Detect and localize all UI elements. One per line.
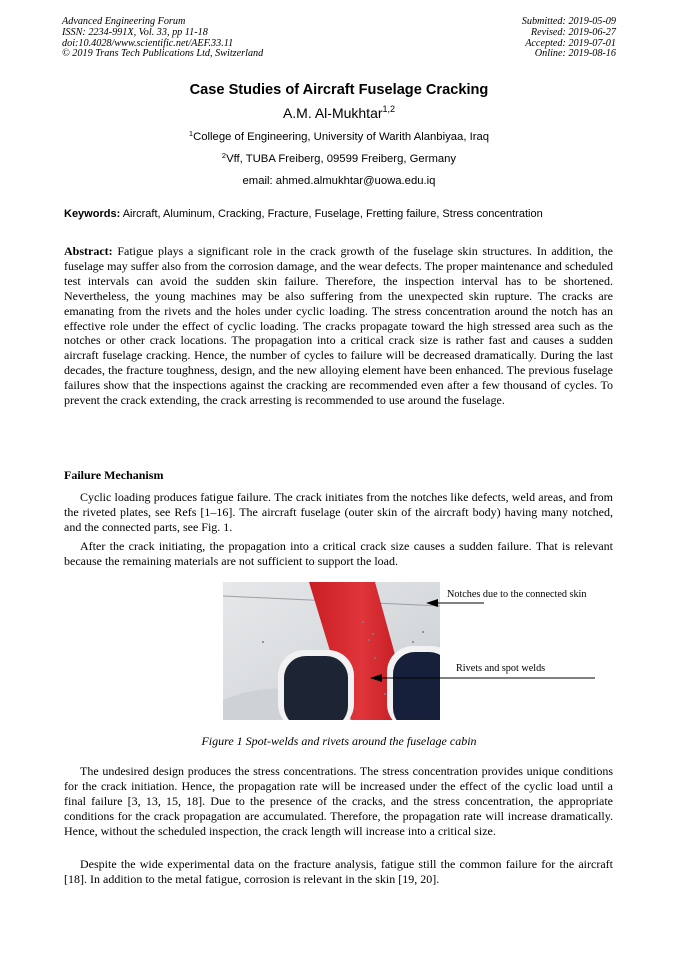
date-accepted: Accepted: 2019-07-01 — [525, 37, 616, 49]
figure-caption: Figure 1 Spot-welds and rivets around the fuselage cabin — [201, 734, 477, 748]
keywords-text: Aircraft, Aluminum, Cracking, Fracture, Fuselage, Fretting failure, Stress concentration — [122, 208, 543, 220]
body-paragraph: The undesired design produces the stress concentrations. The stress concentration provides unique conditions for the crack initiation. Hence, the propagation rate will be increased under the effect of the cyclic load until a final failure [3, 13, 15, 18]. Due to the presence of the cracks, and the stress concentration, the appropriate conditions for the crack propagation are accumulated. Therefore, the propagation rate will increase dramatically. Hence, without the scheduled inspection, the crack length will increase into a critical size. — [64, 764, 613, 838]
date-revised: Revised: 2019-06-27 — [530, 26, 616, 38]
affiliation-1: $^1$College of Engineering, University of Warith Alanbiyaa, Iraq — [188, 129, 490, 143]
journal-name: Advanced Engineering Forum — [62, 16, 186, 27]
keywords — [64, 208, 624, 220]
date-submitted: Submitted: 2019-05-09 — [521, 16, 616, 27]
annotation-rivets: Rivets and spot welds — [456, 663, 546, 674]
author-affiliation-marks: 1,2 — [382, 104, 396, 114]
affiliation-2: $^2$Vff, TUBA Freiberg, 09599 Freiberg, Germany — [221, 151, 457, 165]
keywords-label: Keywords: — [64, 208, 121, 220]
date-online: Online: 2019-08-16 — [534, 48, 616, 60]
body-paragraph: Despite the wide experimental data on the fracture analysis, fatigue still the common failure for the aircraft [18]. In addition to the metal fatigue, corrosion is relevant in the skin [19, 20]. — [64, 857, 613, 886]
annotation-notches: Notches due to the connected skin — [447, 589, 587, 600]
journal-info — [62, 17, 263, 60]
abstract-label: Abstract: — [64, 244, 113, 258]
publication-dates — [522, 17, 616, 60]
journal-doi: doi:10.4028/www.scientific.net/AEF.33.11 — [62, 37, 234, 49]
window-left — [284, 656, 348, 720]
annotation-arrows — [360, 590, 620, 690]
paper-title: Case Studies of Aircraft Fuselage Cracking — [189, 82, 489, 98]
journal-issn: ISSN: 2234-991X, Vol. 33, pp 11-18 — [62, 26, 208, 38]
body-paragraph: After the crack initiating, the propagation into a critical crack size causes a sudden failure. That is relevant because the remaining materials are not sufficient to support the load. — [64, 539, 613, 568]
abstract-text: Fatigue plays a significant role in the crack growth of the fuselage skin structures. In addition, the fuselage may suffer also from the corrosion damage, and the wear defects. The proper maintenance and scheduled test intervals can avoid the sudden skin failure. Therefore, the inspection interval has to be shortened. Nevertheless, the young machines may be also suffering from the unexpected skin rupture. The cracks are emanating from the rivets and the holes under cyclic loading. The stress concentration around the notch has an effective role under the effect of cyclic loading. The cracks propagate toward the high stressed area such as the notches or other crack locations. The propagation into a critical crack size is rather fast and causes a sudden aircraft fuselage cracking. Hence, the number of cycles to failure will be decreased dramatically. During the last decades, the fracture toughness, design, and the new alloying element have been enhanced. The previous fuselage failures show that the inspections against the cracking are recommended even after a few thousand of cycles. To prevent the crack extending, the crack arresting is recommended to use around the fuselage. — [64, 244, 613, 408]
section-heading: Failure Mechanism — [64, 468, 164, 482]
author-email: email: ahmed.almukhtar@uowa.edu.iq — [242, 175, 436, 187]
author-line — [0, 105, 678, 121]
arrow-head-rivets — [370, 674, 382, 682]
body-paragraph: Cyclic loading produces fatigue failure. The crack initiates from the notches like defects, weld areas, and from the riveted plates, see Refs [1–16]. The aircraft fuselage (outer skin of the aircraft body) having many notched, and the connected parts, see Fig. 1. — [64, 490, 613, 534]
journal-copyright: © 2019 Trans Tech Publications Ltd, Switzerland — [62, 48, 264, 60]
author-name: A.M. Al-Mukhtar — [282, 105, 383, 121]
abstract — [64, 244, 613, 408]
